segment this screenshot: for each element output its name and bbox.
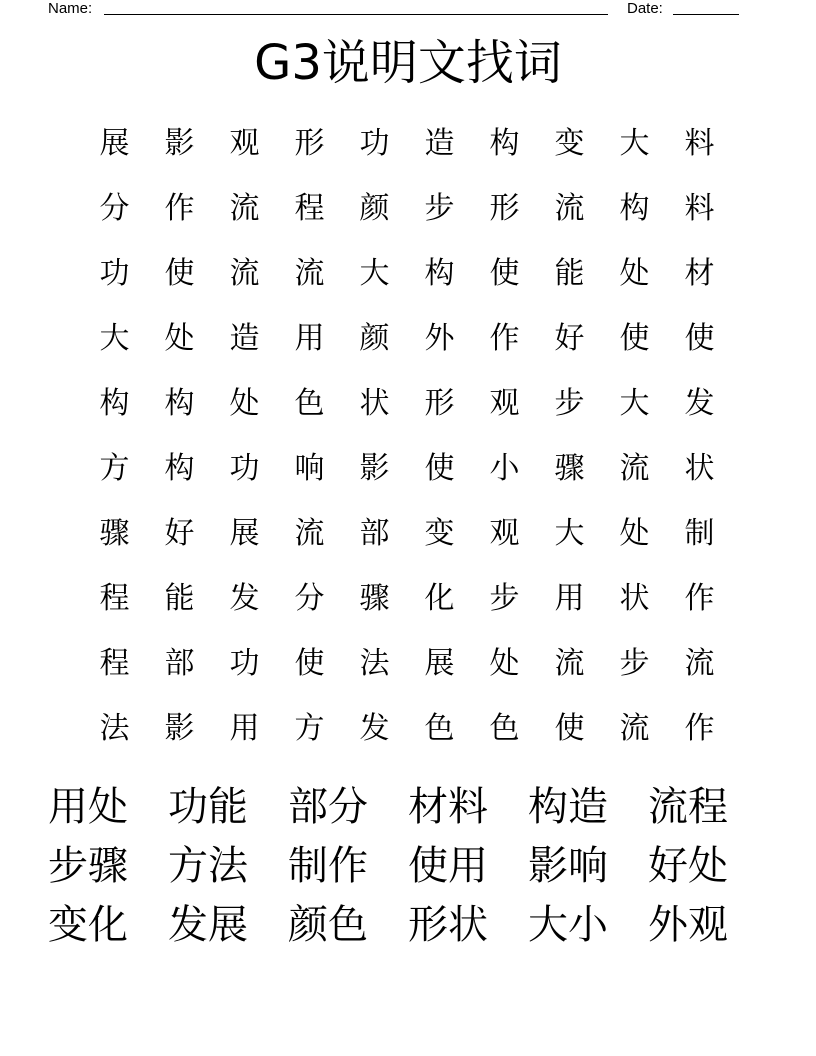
word-bank-item: 方法 bbox=[168, 842, 248, 889]
grid-cell: 造 bbox=[424, 125, 455, 161]
grid-cell: 流 bbox=[684, 645, 715, 681]
grid-cell: 流 bbox=[619, 450, 650, 486]
grid-cell: 大 bbox=[99, 320, 130, 356]
grid-cell: 色 bbox=[294, 385, 325, 421]
worksheet-header bbox=[48, 0, 748, 20]
grid-cell: 功 bbox=[99, 255, 130, 291]
grid-cell: 作 bbox=[684, 580, 715, 616]
word-bank-item: 形状 bbox=[408, 901, 488, 948]
grid-cell: 形 bbox=[294, 125, 325, 161]
grid-cell: 料 bbox=[684, 125, 715, 161]
grid-cell: 程 bbox=[99, 645, 130, 681]
grid-cell: 构 bbox=[99, 385, 130, 421]
grid-cell: 小 bbox=[489, 450, 520, 486]
grid-cell: 功 bbox=[359, 125, 390, 161]
grid-cell: 观 bbox=[229, 125, 260, 161]
word-bank-item: 好处 bbox=[648, 842, 728, 889]
grid-cell: 构 bbox=[424, 255, 455, 291]
word-bank bbox=[48, 777, 768, 954]
grid-cell: 处 bbox=[229, 385, 260, 421]
grid-cell: 法 bbox=[99, 710, 130, 746]
grid-cell: 影 bbox=[164, 125, 195, 161]
grid-cell: 变 bbox=[554, 125, 585, 161]
grid-cell: 分 bbox=[294, 580, 325, 616]
grid-cell: 展 bbox=[424, 645, 455, 681]
grid-cell: 步 bbox=[554, 385, 585, 421]
grid-cell: 外 bbox=[424, 320, 455, 356]
grid-cell: 大 bbox=[554, 515, 585, 551]
word-bank-item: 外观 bbox=[648, 901, 728, 948]
grid-cell: 影 bbox=[359, 450, 390, 486]
grid-cell: 使 bbox=[164, 255, 195, 291]
grid-cell: 作 bbox=[164, 190, 195, 226]
grid-cell: 使 bbox=[294, 645, 325, 681]
grid-cell: 状 bbox=[684, 450, 715, 486]
grid-cell: 材 bbox=[684, 255, 715, 291]
grid-cell: 构 bbox=[619, 190, 650, 226]
grid-cell: 好 bbox=[554, 320, 585, 356]
word-bank-item: 步骤 bbox=[48, 842, 128, 889]
grid-cell: 步 bbox=[424, 190, 455, 226]
grid-cell: 大 bbox=[359, 255, 390, 291]
grid-cell: 处 bbox=[619, 515, 650, 551]
word-bank-item: 大小 bbox=[528, 901, 608, 948]
grid-cell: 部 bbox=[359, 515, 390, 551]
grid-cell: 流 bbox=[229, 255, 260, 291]
word-search-grid bbox=[82, 111, 732, 761]
grid-cell: 形 bbox=[424, 385, 455, 421]
grid-cell: 流 bbox=[294, 515, 325, 551]
grid-cell: 使 bbox=[619, 320, 650, 356]
name-blank-line bbox=[104, 14, 608, 15]
grid-cell: 使 bbox=[424, 450, 455, 486]
word-bank-item: 制作 bbox=[288, 842, 368, 889]
date-label: Date: bbox=[627, 0, 663, 17]
grid-cell: 程 bbox=[99, 580, 130, 616]
grid-cell: 颜 bbox=[359, 320, 390, 356]
word-bank-item: 用处 bbox=[48, 783, 128, 830]
grid-cell: 色 bbox=[489, 710, 520, 746]
word-bank-item: 功能 bbox=[168, 783, 248, 830]
grid-cell: 化 bbox=[424, 580, 455, 616]
page-title: G3说明文找词 bbox=[254, 35, 562, 91]
grid-cell: 变 bbox=[424, 515, 455, 551]
grid-cell: 处 bbox=[164, 320, 195, 356]
grid-cell: 使 bbox=[554, 710, 585, 746]
grid-cell: 料 bbox=[684, 190, 715, 226]
grid-cell: 程 bbox=[294, 190, 325, 226]
grid-cell: 发 bbox=[684, 385, 715, 421]
grid-cell: 使 bbox=[684, 320, 715, 356]
grid-cell: 流 bbox=[554, 190, 585, 226]
grid-cell: 骤 bbox=[554, 450, 585, 486]
grid-cell: 流 bbox=[294, 255, 325, 291]
grid-cell: 作 bbox=[489, 320, 520, 356]
grid-cell: 分 bbox=[99, 190, 130, 226]
grid-cell: 状 bbox=[619, 580, 650, 616]
grid-cell: 制 bbox=[684, 515, 715, 551]
word-bank-item: 材料 bbox=[408, 783, 488, 830]
grid-cell: 流 bbox=[619, 710, 650, 746]
grid-cell: 功 bbox=[229, 450, 260, 486]
word-bank-item: 流程 bbox=[648, 783, 728, 830]
grid-cell: 构 bbox=[164, 385, 195, 421]
grid-cell: 大 bbox=[619, 385, 650, 421]
grid-cell: 使 bbox=[489, 255, 520, 291]
grid-cell: 大 bbox=[619, 125, 650, 161]
grid-cell: 处 bbox=[489, 645, 520, 681]
grid-cell: 构 bbox=[164, 450, 195, 486]
grid-cell: 构 bbox=[489, 125, 520, 161]
word-bank-item: 构造 bbox=[528, 783, 608, 830]
grid-cell: 步 bbox=[489, 580, 520, 616]
word-bank-item: 部分 bbox=[288, 783, 368, 830]
word-bank-item: 使用 bbox=[408, 842, 488, 889]
grid-cell: 骤 bbox=[359, 580, 390, 616]
grid-cell: 状 bbox=[359, 385, 390, 421]
word-bank-item: 发展 bbox=[168, 901, 248, 948]
grid-cell: 能 bbox=[554, 255, 585, 291]
grid-cell: 流 bbox=[229, 190, 260, 226]
grid-cell: 法 bbox=[359, 645, 390, 681]
grid-cell: 色 bbox=[424, 710, 455, 746]
grid-cell: 造 bbox=[229, 320, 260, 356]
grid-cell: 展 bbox=[99, 125, 130, 161]
grid-cell: 用 bbox=[294, 320, 325, 356]
grid-cell: 部 bbox=[164, 645, 195, 681]
grid-cell: 形 bbox=[489, 190, 520, 226]
grid-cell: 作 bbox=[684, 710, 715, 746]
date-blank-line bbox=[673, 14, 739, 15]
grid-cell: 方 bbox=[294, 710, 325, 746]
grid-cell: 用 bbox=[229, 710, 260, 746]
grid-cell: 骤 bbox=[99, 515, 130, 551]
grid-cell: 方 bbox=[99, 450, 130, 486]
grid-cell: 发 bbox=[229, 580, 260, 616]
word-bank-item: 变化 bbox=[48, 901, 128, 948]
grid-cell: 好 bbox=[164, 515, 195, 551]
grid-cell: 展 bbox=[229, 515, 260, 551]
grid-cell: 功 bbox=[229, 645, 260, 681]
grid-cell: 观 bbox=[489, 385, 520, 421]
word-bank-item: 颜色 bbox=[288, 901, 368, 948]
grid-cell: 响 bbox=[294, 450, 325, 486]
grid-cell: 能 bbox=[164, 580, 195, 616]
grid-cell: 步 bbox=[619, 645, 650, 681]
word-bank-item: 影响 bbox=[528, 842, 608, 889]
grid-cell: 颜 bbox=[359, 190, 390, 226]
grid-cell: 处 bbox=[619, 255, 650, 291]
grid-cell: 影 bbox=[164, 710, 195, 746]
name-label: Name: bbox=[48, 0, 93, 17]
grid-cell: 流 bbox=[554, 645, 585, 681]
grid-cell: 观 bbox=[489, 515, 520, 551]
grid-cell: 发 bbox=[359, 710, 390, 746]
grid-cell: 用 bbox=[554, 580, 585, 616]
